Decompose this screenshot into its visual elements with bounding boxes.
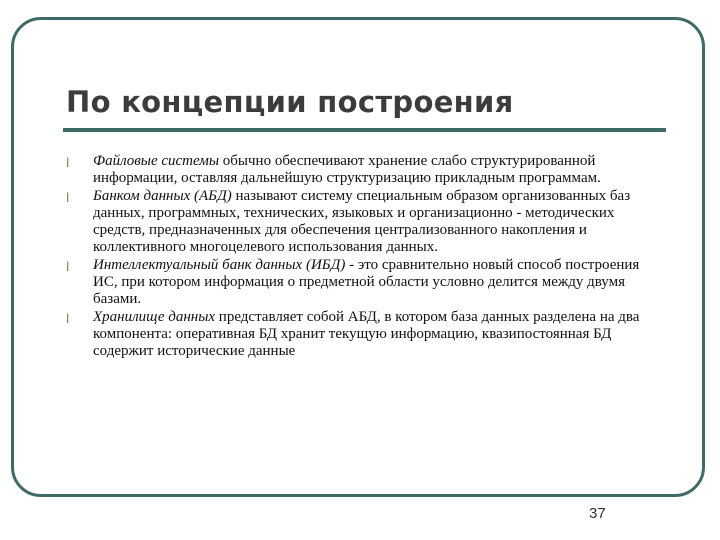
definition-data-warehouse: представляет собой АБД, в котором база данных разделена на два компонента: оперативная БД хранит текущую информацию, квазипостоянная БД содержит исторические данные bbox=[93, 309, 640, 359]
page-number: 37 bbox=[589, 505, 606, 522]
term-data-bank: Банком данных (АБД) bbox=[93, 188, 232, 204]
definition-data-bank: называют систему специальным образом организованных баз данных, программных, технических, языковых и организационно - методических средств, предназначенных для обеспечения централизованного накопления и коллективного многоцелевого использования данных. bbox=[93, 188, 631, 255]
bullet-list bbox=[66, 153, 666, 361]
bullet-marker: l bbox=[66, 156, 70, 170]
bullet-marker: l bbox=[66, 260, 70, 274]
bullet-marker: l bbox=[66, 191, 70, 205]
term-intelligent-data-bank: Интеллектуальный банк данных (ИБД) bbox=[93, 257, 346, 273]
slide-title: По концепции построения bbox=[66, 85, 514, 119]
bullet-item-intelligent-data-bank bbox=[66, 257, 666, 308]
definition-intelligent-data-bank: - это сравнительно новый способ построения ИС, при котором информация о предметной области условно делится между двумя базами. bbox=[93, 257, 640, 307]
bullet-item-data-warehouse bbox=[66, 309, 666, 360]
bullet-item-file-systems bbox=[66, 153, 666, 187]
term-file-systems: Файловые системы bbox=[93, 153, 220, 169]
bullet-item-data-bank bbox=[66, 188, 666, 256]
title-underline bbox=[63, 128, 666, 132]
definition-file-systems: обычно обеспечивают хранение слабо структурированной информации, оставляя дальнейшую структуризацию прикладным программам. bbox=[93, 153, 601, 186]
term-data-warehouse: Хранилище данных bbox=[93, 309, 216, 325]
bullet-marker: l bbox=[66, 312, 70, 326]
